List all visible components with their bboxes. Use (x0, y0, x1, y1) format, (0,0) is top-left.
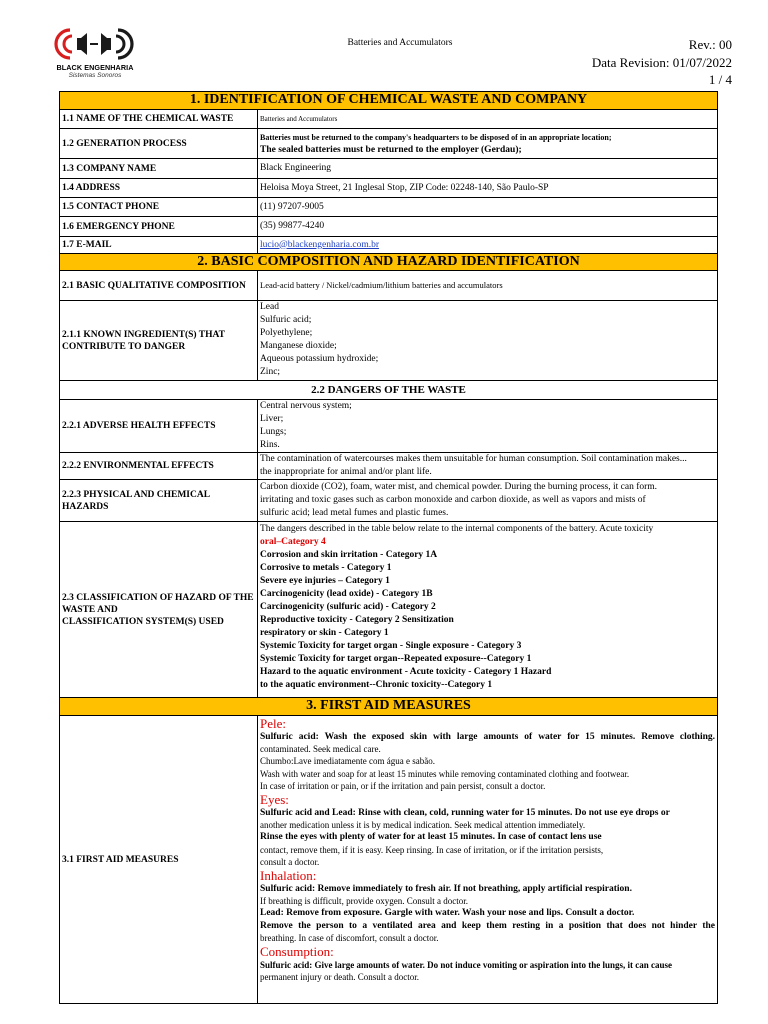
skin-heading: Pele: (260, 716, 286, 731)
subsection-header: 2.2 DANGERS OF THE WASTE (60, 381, 717, 400)
table-row (60, 237, 717, 254)
field-value: Batteries and Accumulators (260, 114, 338, 123)
brand-subtitle: Sistemas Sonoros (68, 72, 122, 79)
field-value: (11) 97207-9005 (260, 201, 324, 212)
section-3-header: 3. FIRST AID MEASURES (60, 698, 717, 716)
table-row (60, 159, 717, 179)
field-value: Batteries must be returned to the company's headquarters to be disposed of in an appropriate location; The sealed batteries must be returned to the employer (Gerdau); (260, 132, 612, 155)
speaker-logo-icon (50, 26, 140, 62)
table-row (60, 271, 717, 301)
page-number: 1 / 4 (708, 72, 732, 87)
field-label: 1.7 E-MAIL (60, 237, 258, 253)
field-value: The contamination of watercourses makes them unsuitable for human consumption. Soil contamination makes... the inappropriate for animal and/or plant life. (260, 454, 687, 477)
table-row (60, 522, 717, 698)
field-label: 1.5 CONTACT PHONE (60, 198, 258, 216)
field-label: 1.1 NAME OF THE CHEMICAL WASTE (60, 110, 258, 128)
table-row (60, 453, 717, 480)
field-label: 3.1 FIRST AID MEASURES (60, 716, 258, 1003)
table-row (60, 179, 717, 198)
table-row (60, 400, 717, 453)
email-link[interactable]: lucio@blackengenharia.com.br (260, 239, 380, 250)
company-logo (50, 26, 140, 82)
field-value: Pele: Sulfuric acid: Wash the exposed skin with large amounts of water for 15 minutes. Remove clothing. contaminated. Seek medical care. Chumbo:Lave imediatamente com água e sabão. Wash with water and soap for at least 15 minutes while removing contaminated clothing and footwear. In case of irritation or pain, or if the irritation and pain persist, consult a doctor. Eyes: Sulfuric acid and Lead: Rinse with clean, cold, running water for 15 minutes. Do not use eye drops or another medication unless it is by medical indication. Seek medical attention immediately. Rinse the eyes with plenty of water for at least 15 minutes. In case of contact lens use contact, remove them, if it is easy. Keep rinsing. In case of irritation, or if the irritation persists, consult a doctor. Inhalation: Sulfuric acid: Remove immediately to fresh air. If not breathing, apply artificial respiration. If breathing is difficult, provide oxygen. Consult a doctor. Lead: Remove from exposure. Gargle with water. Wash your nose and lips. Consult a doctor. Remove the person to a ventilated area and keep them resting in a position that does not hinder the breathing. In case of discomfort, consult a doctor. Consumption: Sulfuric acid: Give large amounts of water. Do not induce vomiting or aspiration into the lungs, it can cause permanent injury or death. Consult a doctor. (260, 716, 715, 983)
field-label: 2.3 CLASSIFICATION OF HAZARD OF THE WASTE AND CLASSIFICATION SYSTEM(S) USED (60, 522, 258, 697)
field-value: (35) 99877-4240 (260, 221, 325, 231)
consumption-heading: Consumption: (260, 944, 334, 960)
table-row (60, 301, 717, 381)
field-label: 2.2.2 ENVIRONMENTAL EFFECTS (60, 453, 258, 479)
revision-date: Data Revision: 01/07/2022 (591, 54, 732, 70)
field-label: 1.4 ADDRESS (60, 179, 258, 197)
field-label: 1.6 EMERGENCY PHONE (60, 217, 258, 236)
inhalation-heading: Inhalation: (260, 868, 317, 884)
eyes-heading: Eyes: (260, 792, 289, 808)
field-label: 2.1.1 KNOWN INGREDIENT(S) THAT CONTRIBUTE TO DANGER (60, 301, 258, 380)
field-value: Carbon dioxide (CO2), foam, water mist, and chemical powder. During the burning process, it can form. irritating and toxic gases such as carbon monoxide and carbon dioxide, as well as vapors and mists of sulfuric acid; lead metal fumes and plastic fumes. (260, 482, 658, 518)
table-row (60, 217, 717, 237)
field-label: 1.2 GENERATION PROCESS (60, 129, 258, 158)
field-label: 2.1 BASIC QUALITATIVE COMPOSITION (60, 271, 258, 300)
section-2-header: 2. BASIC COMPOSITION AND HAZARD IDENTIFICATION (60, 254, 717, 271)
document-title: Batteries and Accumulators (347, 38, 453, 48)
field-value: Central nervous system; Liver; Lungs; Rins. (260, 401, 352, 450)
field-label: 2.2.1 ADVERSE HEALTH EFFECTS (60, 400, 258, 452)
field-value: Heloisa Moya Street, 21 Inglesal Stop, ZIP Code: 02248-140, São Paulo-SP (260, 182, 549, 193)
table-row (60, 110, 717, 129)
field-value: Lead-acid battery / Nickel/cadmium/lithium batteries and accumulators (260, 280, 503, 290)
field-label: 2.2.3 PHYSICAL AND CHEMICAL HAZARDS (60, 480, 258, 521)
table-row (60, 716, 717, 1003)
revision-number: Rev.: 00 (688, 37, 732, 52)
field-value (258, 237, 717, 253)
table-row (60, 129, 717, 159)
section-1-header: 1. IDENTIFICATION OF CHEMICAL WASTE AND COMPANY (60, 92, 717, 110)
field-value: The dangers described in the table below relate to the internal components of the battery. Acute toxicity oral–Category 4 Corrosion and skin irritation - Category 1A Corrosive to metals - Category 1 Severe eye injuries – Category 1 Carcinogenicity (lead oxide) - Category 1B Carcinogenicity (sulfuric acid) - Category 2 Reproductive toxicity - Category 2 Sensitization respiratory or skin - Category 1 Systemic Toxicity for target organ - Single exposure - Category 3 Systemic Toxicity for target organ--Repeated exposure--Category 1 Hazard to the aquatic environment - Acute toxicity - Category 1 Hazard to the aquatic environment--Chronic toxicity--Category 1 (260, 524, 654, 690)
field-label: 1.3 COMPANY NAME (60, 159, 258, 178)
revision-block (592, 36, 732, 89)
table-row (60, 480, 717, 522)
table-row (60, 198, 717, 217)
brand-name: BLACK ENGENHARIA (56, 63, 134, 72)
safety-data-table (59, 91, 718, 1004)
field-value: Lead Sulfuric acid; Polyethylene; Manganese dioxide; Aqueous potassium hydroxide; Zinc; (260, 302, 379, 377)
field-value: Black Engineering (260, 163, 331, 173)
